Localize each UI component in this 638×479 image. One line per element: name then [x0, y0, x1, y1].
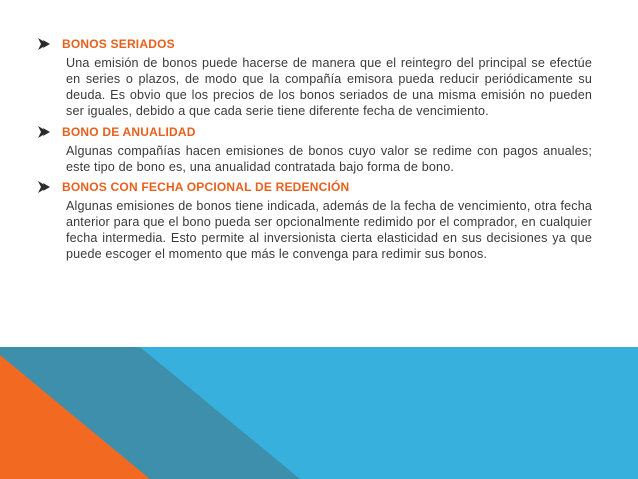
paragraph-line: opcionalmente redimido por el comprador, en cualquier fecha intermedia. [66, 215, 592, 246]
paragraph-line: bonos seriados de una misma emisión no pueden ser iguales, debido a que [66, 87, 593, 118]
band-dark-teal [0, 347, 300, 479]
section-heading [40, 124, 592, 140]
paragraph-line: Algunas compañías hacen emisiones de bonos cuyo valor se redime con [66, 143, 504, 158]
section-paragraph [66, 56, 592, 120]
heading-text: BONOS SERIADOS [62, 37, 175, 51]
paragraph-line: de bono. [403, 159, 455, 174]
section-heading [40, 36, 592, 52]
slide-content [40, 36, 592, 267]
band-orange [0, 355, 150, 479]
section-bono-de-anualidad [40, 124, 592, 176]
heading-text: BONO DE ANUALIDAD [62, 124, 196, 139]
arrow-check-bullet-icon [38, 38, 54, 50]
paragraph-line: principal se efectúe en series o plazos, de modo que la compañía emisora [66, 56, 592, 86]
paragraph-line: Una emisión de bonos puede hacerse de manera que el reintegro del [66, 56, 479, 70]
band-light-blue [0, 347, 638, 479]
paragraph-line: pueda reducir periódicamente su deuda. Es obvio que los precios de los [66, 71, 592, 102]
paragraph-line: Esto permite al inversionista cierta elasticidad en sus decisiones ya que [170, 231, 592, 246]
arrow-check-bullet-icon [38, 181, 54, 193]
section-paragraph [66, 144, 592, 176]
section-bonos-seriados [40, 36, 592, 120]
paragraph-line: vencimiento, otra fecha anterior para que el bono pueda ser [66, 199, 592, 230]
paragraph-line: Algunas emisiones de bonos tiene indicada, además de la fecha de [66, 199, 458, 214]
section-paragraph [66, 199, 592, 263]
arrow-check-bullet-icon [38, 126, 54, 138]
paragraph-line: pagos anuales; este tipo de bono es, una anualidad contratada bajo forma [66, 143, 593, 174]
heading-text: BONOS CON FECHA OPCIONAL DE REDENCIÓN [62, 180, 350, 195]
paragraph-line: puede escoger el momento que más le convenga para redimir sus bonos. [66, 247, 488, 262]
paragraph-line: cada serie tiene diferente fecha de vencimiento. [214, 103, 489, 118]
section-heading [40, 179, 592, 195]
section-bonos-fecha-opcional [40, 179, 592, 263]
